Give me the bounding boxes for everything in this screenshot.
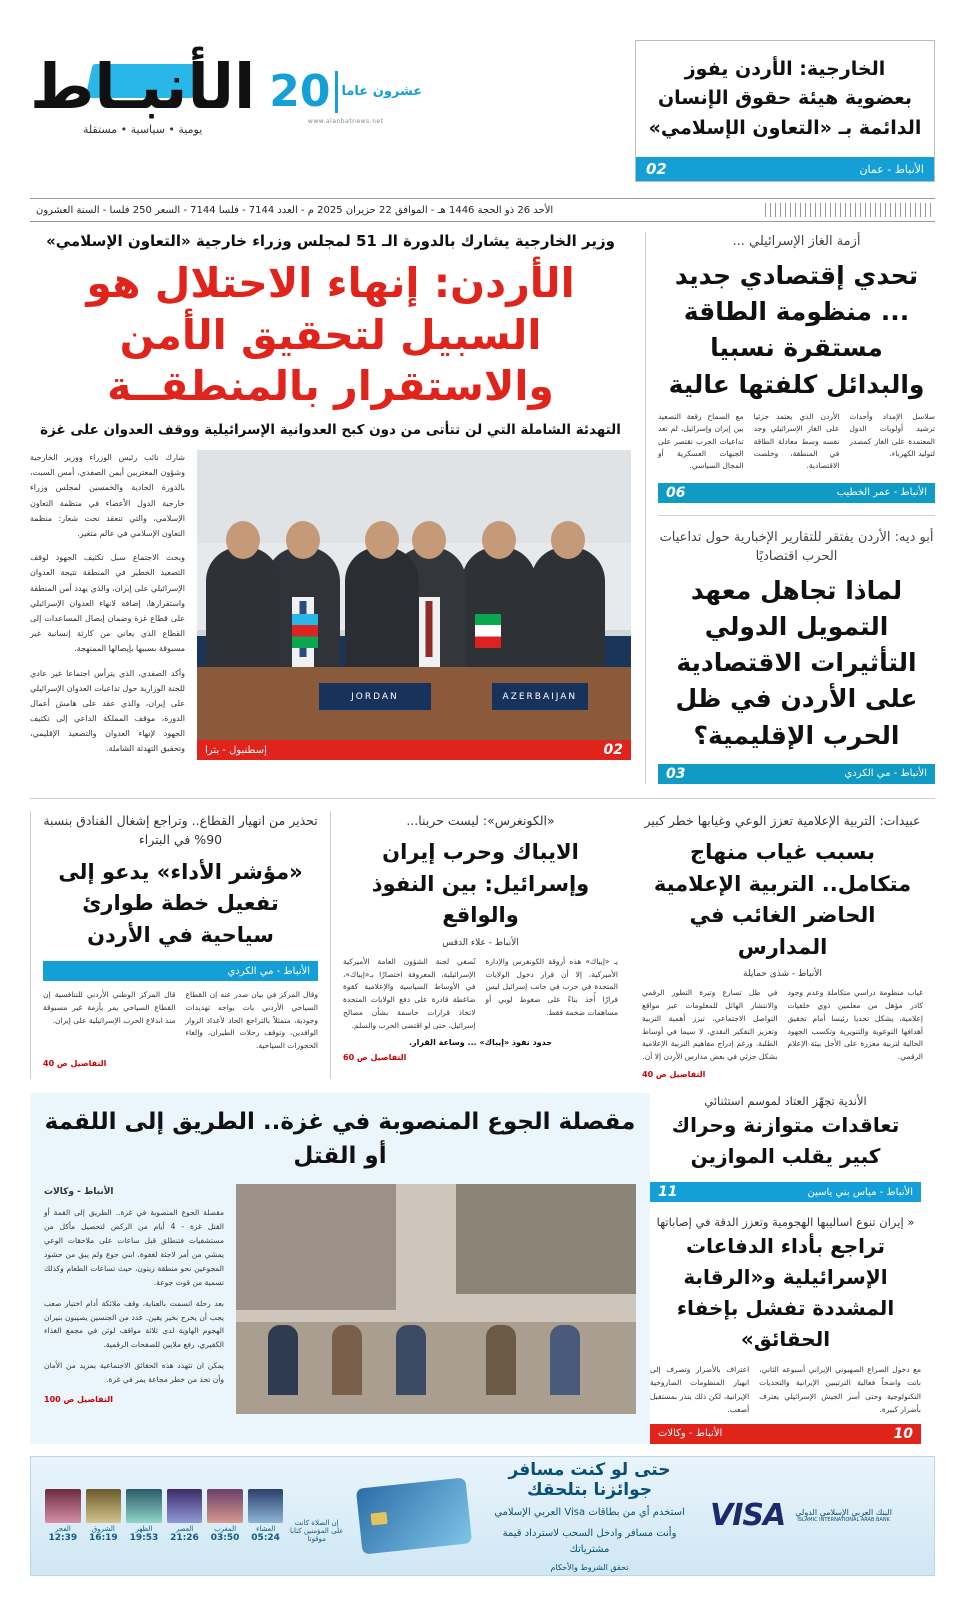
main-grid: [30, 232, 935, 784]
micro-col: تُصغي لجنة الشؤون العامة الأميركية الإسرائيلية، المعروفة اختصارًا بـ«إيباك»، في الأوساط السياسية والإعلامية كقوة ضاغطة قادرة على دفع الولايات المتحدة لاتخاذ قرارات حاسمة بشأن مصالح إسرائيل، حتى لو اقتضى الحرب والسلم.: [343, 956, 476, 1030]
war-headline: تراجع بأداء الدفاعات الإسرائيلية و«الرقابة المشددة تفشل بإخفاء الحقائق»: [676, 1234, 895, 1352]
gaza-source: الأنباط - وكالات: [44, 1186, 114, 1197]
ad-copy: [483, 1460, 696, 1572]
gaza-body: [44, 1184, 636, 1414]
sports-page: 11: [658, 1184, 678, 1201]
ad-line2: وأنت مسافر وادخل السحب لاسترداد قيمة مشترياتك: [502, 1527, 677, 1555]
prayer-time: 03:50: [210, 1532, 240, 1543]
prayer-name: الفجر: [54, 1524, 71, 1533]
hatch-decoration: [765, 203, 935, 217]
side-story-2-page: 03: [666, 765, 686, 782]
nameplate-azerbaijan: AZERBAIJAN: [492, 683, 587, 711]
band-story-2-headline: الايباك وحرب إيران وإسرائيل: بين النفوذ والواقع: [371, 840, 590, 928]
band-story-2-source: الأنباط - علاء الدقس: [442, 937, 519, 948]
side-story-2-kicker: أبو ديه: الأردن يفتقر للتقارير الإخبارية حول تداعيات الحرب اقتصاديًا: [659, 529, 934, 565]
side-story-2-byline-bar: [658, 764, 935, 784]
anniversary-label: عشرون عاما: [341, 84, 423, 100]
sports-byline-bar: [650, 1182, 921, 1202]
anniversary-divider: [335, 71, 338, 113]
war-byline-bar: [650, 1424, 921, 1444]
lead-photo-source: إسطنبول - بترا: [205, 744, 267, 756]
micro-col: مع السماح رقعة التصعيد بين إيران وإسرائيل، لم تعد تداعيات الحرب تقتصر على الجبهات العسكرية أو المجال السياسي.: [657, 411, 744, 471]
gaza-paragraph: مقصلة الجوع المنصوبة في غزة.. الطريق إلى القمة أو القتل غزة - 4 أيام من الركض لتحصيل مأكل من مستشفيات فتنطلق قبل ساعات على ملاحقات الوعي يمشي من أمر لاجئة لغفوة. ابني جوع ولم يبق من حشود المجوعين نحو منطقة زيتون، حيث تساعات الطعام وكذلك تسمية من قوت جوعة.: [44, 1208, 224, 1287]
micro-col: اعتراف بالأضرار وتصرف إلى انهيار المنظومات الصاروخية الإيرانية، لكن ذلك ينذر بمستقبل أصعب.: [650, 1365, 750, 1414]
gaza-paragraph: بعد رحلة اتسمت بالعناية، وقف ملائكة أدام اختبار صعب يجب أن يخرج بخير يقين. عدد من الجنسين يصيبون بنيران الهجوم الهاوية لدى ثلاثة مواقف لوثن في مجمع الغذاء الكفيري، رفع ملايين للصفحات الرقمية.: [44, 1298, 224, 1350]
promo-source: الأنباط - عمان: [859, 162, 924, 176]
gaza-article-text: [44, 1184, 224, 1414]
band-story-1[interactable]: [630, 811, 935, 1079]
side-story-1-source: الأنباط - عمر الخطيب: [836, 487, 927, 499]
lead-photo: [197, 450, 631, 760]
chip-icon: [371, 1512, 388, 1526]
advertisement-banner[interactable]: [30, 1456, 935, 1576]
bank-name-ar: البنك العربي الإسلامي الدولي: [795, 1508, 892, 1518]
ad-headline: حتى لو كنت مسافر جوائزنا بتلحقك: [508, 1459, 671, 1500]
side-story-1-page: 06: [666, 484, 686, 501]
promo-headline: الخارجية: الأردن يفوز بعضوية هيئة حقوق الإنسان الدائمة بـ «التعاون الإسلامي»: [648, 58, 922, 139]
prayer-item: [86, 1489, 122, 1543]
anniversary-badge: [269, 58, 422, 125]
masthead: [30, 0, 935, 192]
sports-source: الأنباط - مياس بني ياسين: [807, 1186, 913, 1198]
prayer-time: 21:26: [170, 1532, 199, 1543]
prayer-times-widget: [45, 1489, 345, 1543]
side-story-1-byline-bar: [658, 483, 935, 503]
lead-paragraph: وبحث الاجتماع سبل تكثيف الجهود لوقف التصعيد الخطير في المنطقة نتيجة العدوان الإسرائيلي على إيران، والذي يهدد أمن المنطقة واستقرارها، إضافة لانهاء العدوان الإسرائيلي على قطاع غزة وضمان إيصال المساعدات إلى القطاع الذي يعاني من كارثة إنسانية غير مسبوقة بسببها بإيصالها الممنهجة.: [30, 553, 185, 654]
promo-box[interactable]: [635, 40, 935, 182]
lead-paragraph: وأكد الصفدي، الذي يترأس اجتماعا غير عادي للجنة الوزارية حول تداعيات العدوان الإسرائيلي على إيران، والذي عقد على هامش أعمال الدورة، موقف المملكة الداعي إلى تكثيف الجهود لإنهاء العدوان والتصعيد الإقليمي، وتحقيق التهدئة الشاملة.: [30, 668, 185, 754]
band-story-1-detail[interactable]: التفاصيل ص 40: [642, 1069, 706, 1079]
sidebar-column: [645, 232, 935, 784]
bank-name-en: ISLAMIC INTERNATIONAL ARAB BANK: [797, 1517, 890, 1524]
masthead-promo: [635, 40, 935, 182]
ad-brand-area: [710, 1498, 920, 1533]
nameplate-jordan: JORDAN: [319, 683, 432, 711]
prayer-name: المغرب: [214, 1524, 237, 1533]
prayer-name: الشروق: [91, 1524, 115, 1533]
band-story-1-headline: بسبب غياب منهاج متكامل.. التربية الإعلامية الحاضر الغائب في المدارس: [653, 840, 912, 959]
band-story-1-body: [642, 987, 923, 1064]
prayer-name: الظهر: [135, 1524, 153, 1533]
lead-column: [30, 232, 645, 784]
band-story-3-headline: «مؤشر الأداء» يدعو إلى تفعيل خطة طوارئ سياحية في الأردن: [58, 859, 303, 947]
micro-col: الأردن الذي يعتمد جزئيا على الغاز الإسرائيلي وجد نفسه وسط معادلة الطاقة في المنطقة، وخلصت الاقتصادية.: [753, 411, 840, 471]
side-story-1-body: [658, 411, 935, 473]
gaza-detail[interactable]: التفاصيل ص 100: [44, 1394, 113, 1404]
lead-headline: الأردن: إنهاء الاحتلال هو السبيل لتحقيق الأمن والاستقرار بالمنطقــة: [86, 259, 575, 410]
prayer-time: 19:53: [129, 1532, 159, 1543]
micro-col: وقال المركز في بيان صدر عنه إن القطاع السياحي الأردني بات يواجه تهديدات وجودية، متمثلاً بالتراجع الحاد لأعداد الزوار الوافدين، وتوقف رحلات الطيران، وإلغاء الحجوزات السياحية.: [185, 990, 318, 1051]
newspaper-logo: [30, 50, 256, 136]
prayer-name: العصر: [175, 1524, 194, 1533]
lead-kicker: وزير الخارجية يشارك بالدورة الـ 51 لمجلس وزراء خارجية «التعاون الإسلامي»: [46, 232, 615, 251]
gaza-story[interactable]: [30, 1093, 650, 1444]
dateline-text: الأحد 26 ذو الحجة 1446 هـ - الموافق 22 حزيران 2025 م - العدد 7144 - فلسا 7144 - السعر 250 فلسا - السنة العشرون: [36, 204, 554, 216]
band-story-3-source: الأنباط - مي الكردي: [227, 965, 310, 977]
prayer-time: 16:19: [89, 1532, 118, 1543]
bottom-section: [30, 1093, 935, 1444]
lead-paragraph: شارك نائب رئيس الوزراء ووزير الخارجية وشؤون المغتربين أيمن الصفدي، أمس السبت، بالدورة الحادية والخمسين لمجلس وزراء خارجية الدول الأعضاء في منظمة التعاون الإسلامي، والتي تنعقد تحت شعار: منظمة التعاون الإسلامي في عالم متغير.: [30, 453, 185, 538]
war-body: [650, 1363, 921, 1416]
side-story-2-headline: لماذا تجاهل معهد التمويل الدولي التأثيرات الاقتصادية على الأردن في ظل الحرب الإقليمية؟: [675, 575, 918, 750]
ad-line1: استخدم أي من بطاقات Visa العربي الإسلامي: [494, 1506, 685, 1518]
band-story-3-body: [43, 989, 318, 1053]
war-page: 10: [893, 1425, 913, 1442]
logo-tagline: يومية • سياسية • مستقلة: [83, 122, 203, 136]
prayer-title: إن الصلاة كانت على المؤمنين كتابا موقوتا: [289, 1518, 344, 1543]
side-story-1[interactable]: [658, 232, 935, 502]
anniversary-number: 20: [269, 66, 331, 117]
visa-logo: VISA: [710, 1498, 786, 1534]
band-story-2-body: [343, 956, 618, 1033]
prayer-item: [207, 1489, 243, 1543]
lead-article-text: [30, 450, 185, 766]
war-kicker: « إيران تنوع اساليبها الهجومية وتعزز الدقة في إصاباتها: [656, 1215, 915, 1230]
website-url: www.alanbatnews.net: [307, 118, 384, 125]
bottom-right-column: [650, 1093, 935, 1444]
dateline-strip: [30, 198, 935, 222]
side-story-2-source: الأنباط - مي الكردي: [844, 768, 927, 780]
logo-arabic-text: الأنبـاط: [30, 50, 256, 123]
gaza-paragraph: يمكن ان تتهدد هذه الحقائق الاجتماعية بمزيد من الأمان وأن تحد من خطر مجاعة يمر في غزة.: [44, 1361, 224, 1385]
sports-kicker: الأندية تجهّز العتاد لموسم استثنائي: [704, 1093, 867, 1108]
band-story-2-pullquote: حدود نفوذ «إيباك» ... وساعة القرار.: [408, 1038, 553, 1048]
micro-col: قال المركز الوطني الأردني للتنافسية إن القطاع السياحي يمر بأزمة غير مسبوقة منذ اندلاع الحرب الإسرائيلية على إيران.: [43, 990, 176, 1025]
sidebar-divider: [658, 515, 935, 516]
prayer-time: 12:39: [48, 1532, 78, 1543]
lead-subhead: التهدئة الشاملة التي لن تتأتى من دون كبح العدوانية الإسرائيلية ووقف العدوان على غزة: [40, 422, 621, 439]
prayer-time: 05:24: [251, 1532, 280, 1543]
side-story-1-kicker: أزمة الغاز الإسرائيلي ...: [732, 234, 861, 250]
band-story-3-page: [51, 963, 56, 979]
gaza-headline: مقصلة الجوع المنصوبة في غزة.. الطريق إلى اللقمة أو القتل: [44, 1108, 636, 1170]
lead-photo-page: 02: [603, 742, 623, 759]
sports-headline: تعاقدات متوازنة وحراك كبير يقلب الموازين: [671, 1113, 900, 1169]
prayer-name: العشاء: [256, 1524, 276, 1533]
prayer-item: [167, 1489, 203, 1543]
ad-terms[interactable]: تحقق الشروط والأحكام: [550, 1562, 629, 1572]
prayer-item: [126, 1489, 162, 1543]
band-story-3-detail[interactable]: التفاصيل ص 40: [43, 1058, 107, 1068]
promo-bar: [636, 157, 934, 181]
bank-logo: [795, 1508, 892, 1523]
lead-photo-caption: [197, 740, 631, 760]
band-story-3[interactable]: [30, 811, 330, 1079]
band-story-1-source: الأنباط - شذى حمايلة: [743, 969, 822, 980]
masthead-brand: [30, 40, 422, 136]
micro-col: مع دخول الصراع الصهيوني الإيراني أسبوعه الثاني، باتت واضحاً فعالية الترتيبين الإيرانية والتحديات التكنولوجية وحتى أسر الجيش الإسرائيلي يعترف بأضرار كبيرة.: [759, 1365, 921, 1414]
side-story-2[interactable]: [658, 528, 935, 784]
credit-card-image: [356, 1477, 472, 1554]
band-story-3-kicker: تحذير من انهيار القطاع.. وتراجع إشغال الفنادق بنسبة 90% في البتراء: [43, 812, 318, 848]
gaza-photo: [236, 1184, 636, 1414]
three-column-band: [30, 798, 935, 1079]
lead-body: [30, 450, 631, 766]
band-story-2[interactable]: [330, 811, 630, 1079]
micro-col: في ظل تسارع وتيرة التطور الرقمي والانتشار الهائل للمعلومات عبر مواقع التواصل الاجتماعي، تبرز أهمية التربية وتعزيز التفكير النقدي، لا سيما في أوساط الطلبة. ورغم إدراج مفاهيم التربية الإعلامية بشكل جزئي في بعض مدارس الأردن إلا أن.: [642, 988, 778, 1062]
band-story-3-byline-bar: [43, 961, 318, 981]
prayer-item: [45, 1489, 81, 1543]
flag-icon: [292, 614, 318, 648]
band-story-2-detail[interactable]: التفاصيل ص 60: [343, 1053, 407, 1063]
micro-col: سلاسل الإمداد وأحداث ترشيد أولويات الدول المعتمدة على الغاز كمصدر لتوليد الكهرباء.: [849, 411, 935, 458]
band-story-2-kicker: «الكونغرس»: ليست حربنا...: [406, 812, 555, 828]
promo-page-number: 02: [646, 160, 667, 179]
side-story-1-headline: تحدي إقتصادي جديد ... منظومة الطاقة مستقرة نسبيا والبدائل كلفتها عالية: [668, 260, 925, 399]
prayer-item: [248, 1489, 284, 1543]
micro-col: يـ «إيباك» هذه أروقة الكونغرس والإدارة الأميركية، إلا أن قرار دخول الولايات المتحدة في حرب في جانب إسرائيل ليس قرارًا أُخذ بناءً على ضغوط لوبي أو مساهمات ضخمة فقط.: [485, 956, 618, 1017]
flag-icon: [475, 614, 501, 648]
band-story-1-kicker: عبيدات: التربية الإعلامية تعزز الوعي وغيابها خطر كبير: [644, 812, 921, 828]
micro-col: غياب منظومة دراسي متكاملة وعدم وجود كادر مؤهل من معلمين ذوي خلفيات إعلامية، يشكل تحديا رئيسا أمام تحقيق أهدافها التوعوية والتنويرية وتكسب الجهود الحالية لتربية معززة على الأجل بيئة الإعلام الرقمي.: [787, 988, 923, 1062]
war-source: الأنباط - وكالات: [658, 1428, 723, 1440]
